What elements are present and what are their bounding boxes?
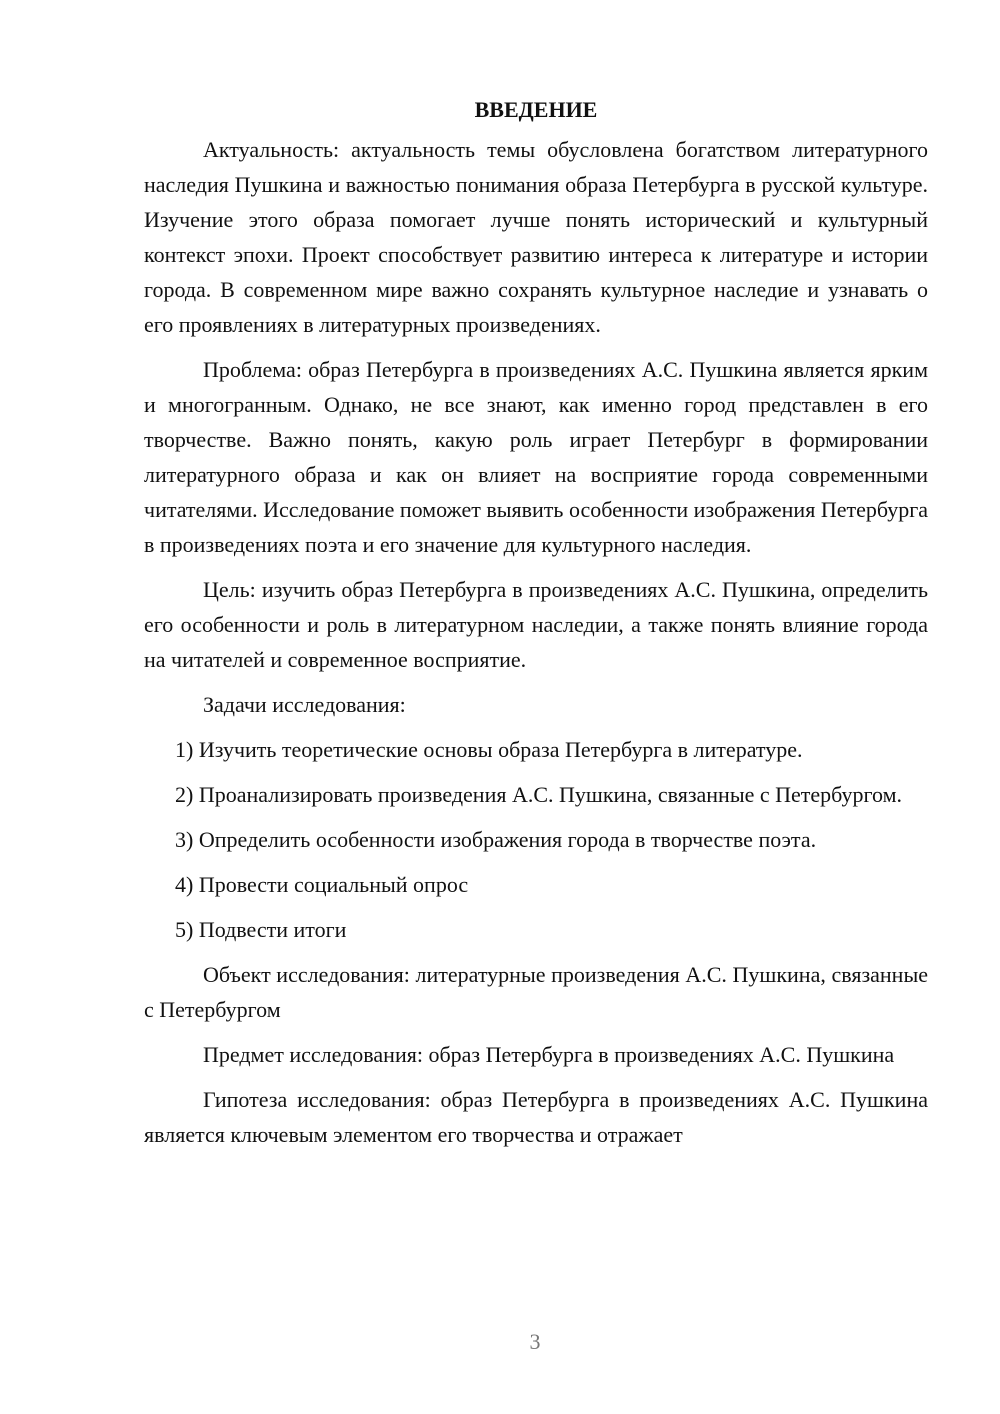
task-item-5: 5) Подвести итоги	[175, 917, 347, 942]
page-number: 3	[529, 1329, 541, 1354]
paragraph-relevance: Актуальность: актуальность темы обусловлена богатством литературного наследия Пушкина и важностью понимания образа Петербурга в русской культуре. Изучение этого образа помогает лучше понять исторический и культурный контекст эпохи. Проект способствует развитию интереса к литературе и истории города. В современном мире важно сохранять культурное наследие и узнавать о его проявлениях в литературных произведениях.	[144, 137, 928, 337]
task-item-1: 1) Изучить теоретические основы образа Петербурга в литературе.	[175, 737, 803, 762]
document-page	[144, 92, 928, 1152]
task-item-3: 3) Определить особенности изображения города в творчестве поэта.	[175, 827, 817, 852]
page-title: ВВЕДЕНИЕ	[474, 97, 598, 122]
paragraph-subject: Предмет исследования: образ Петербурга в произведениях А.С. Пушкина	[203, 1042, 895, 1067]
paragraph-tasks-heading: Задачи исследования:	[203, 692, 406, 717]
paragraph-hypothesis: Гипотеза исследования: образ Петербурга в произведениях А.С. Пушкина является ключевым элементом его творчества и отражает	[144, 1087, 928, 1147]
task-item-2: 2) Проанализировать произведения А.С. Пушкина, связанные с Петербургом.	[175, 782, 903, 807]
paragraph-problem: Проблема: образ Петербурга в произведениях А.С. Пушкина является ярким и многогранным. Однако, не все знают, как именно город представлен в его творчестве. Важно понять, какую роль играет Петербург в формировании литературного образа и как он влияет на восприятие города современными читателями. Исследование поможет выявить особенности изображения Петербурга в произведениях поэта и его значение для культурного наследия.	[144, 357, 928, 557]
task-item-4: 4) Провести социальный опрос	[175, 872, 469, 897]
paragraph-object: Объект исследования: литературные произведения А.С. Пушкина, связанные с Петербургом	[144, 962, 928, 1022]
paragraph-goal: Цель: изучить образ Петербурга в произведениях А.С. Пушкина, определить его особенности и роль в литературном наследии, а также понять влияние города на читателей и современное восприятие.	[144, 577, 928, 672]
